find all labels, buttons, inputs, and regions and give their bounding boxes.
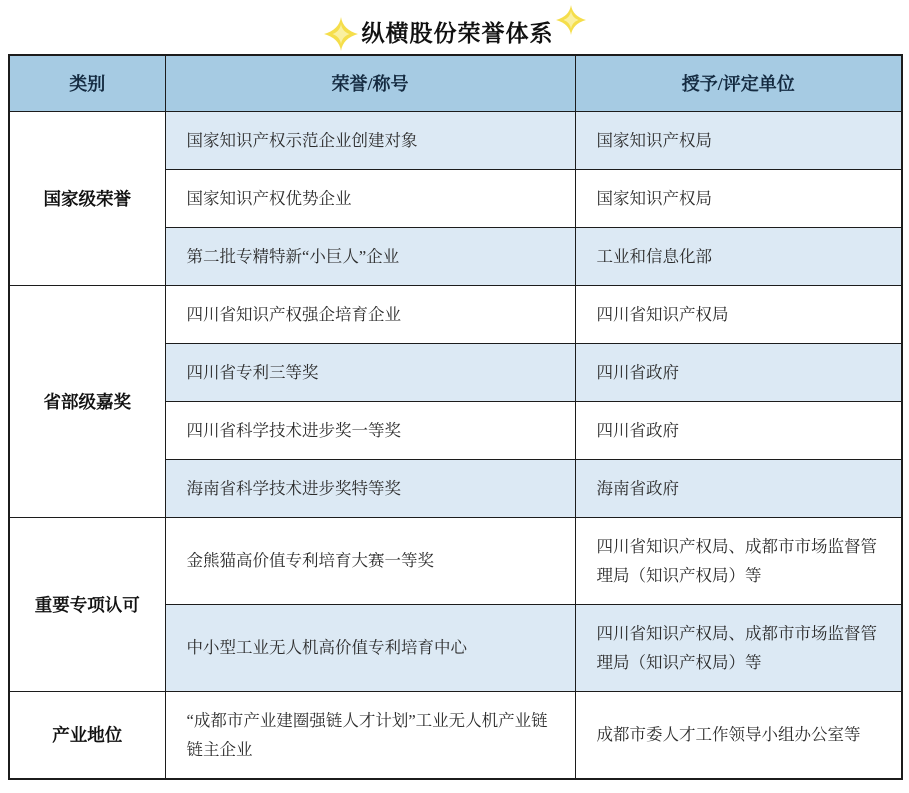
- honor-cell: 国家知识产权优势企业: [165, 169, 575, 227]
- category-cell: 省部级嘉奖: [9, 285, 165, 517]
- honor-cell: 国家知识产权示范企业创建对象: [165, 111, 575, 169]
- honor-cell: 四川省专利三等奖: [165, 343, 575, 401]
- honor-cell: 海南省科学技术进步奖特等奖: [165, 459, 575, 517]
- table-row: [9, 111, 902, 169]
- unit-cell: 成都市委人才工作领导小组办公室等: [575, 691, 902, 779]
- honor-cell: 四川省知识产权强企培育企业: [165, 285, 575, 343]
- honor-cell: 金熊猫高价值专利培育大赛一等奖: [165, 517, 575, 604]
- honor-cell: 四川省科学技术进步奖一等奖: [165, 401, 575, 459]
- unit-cell: 四川省政府: [575, 401, 902, 459]
- table-row: [9, 691, 902, 779]
- title-bar: [0, 0, 909, 52]
- header-honor: 荣誉/称号: [165, 55, 575, 111]
- unit-cell: 四川省知识产权局: [575, 285, 902, 343]
- honor-cell: 中小型工业无人机高价值专利培育中心: [165, 604, 575, 691]
- unit-cell: 四川省政府: [575, 343, 902, 401]
- header-row: [9, 55, 902, 111]
- four-point-star-icon: [324, 17, 358, 51]
- header-category: 类别: [9, 55, 165, 111]
- unit-cell: 国家知识产权局: [575, 169, 902, 227]
- unit-cell: 国家知识产权局: [575, 111, 902, 169]
- honor-cell: 第二批专精特新“小巨人”企业: [165, 227, 575, 285]
- table-row: [9, 285, 902, 343]
- unit-cell: 四川省知识产权局、成都市市场监督管理局（知识产权局）等: [575, 517, 902, 604]
- page-title: 纵横股份荣誉体系: [361, 19, 554, 46]
- unit-cell: 四川省知识产权局、成都市市场监督管理局（知识产权局）等: [575, 604, 902, 691]
- honor-table: [8, 54, 903, 780]
- four-point-star-icon: [556, 5, 586, 35]
- unit-cell: 工业和信息化部: [575, 227, 902, 285]
- category-cell: 重要专项认可: [9, 517, 165, 691]
- unit-cell: 海南省政府: [575, 459, 902, 517]
- table-row: [9, 517, 902, 604]
- category-cell: 产业地位: [9, 691, 165, 779]
- honor-cell: “成都市产业建圈强链人才计划”工业无人机产业链链主企业: [165, 691, 575, 779]
- category-cell: 国家级荣誉: [9, 111, 165, 285]
- header-unit: 授予/评定单位: [575, 55, 902, 111]
- honor-table-body: [9, 111, 902, 779]
